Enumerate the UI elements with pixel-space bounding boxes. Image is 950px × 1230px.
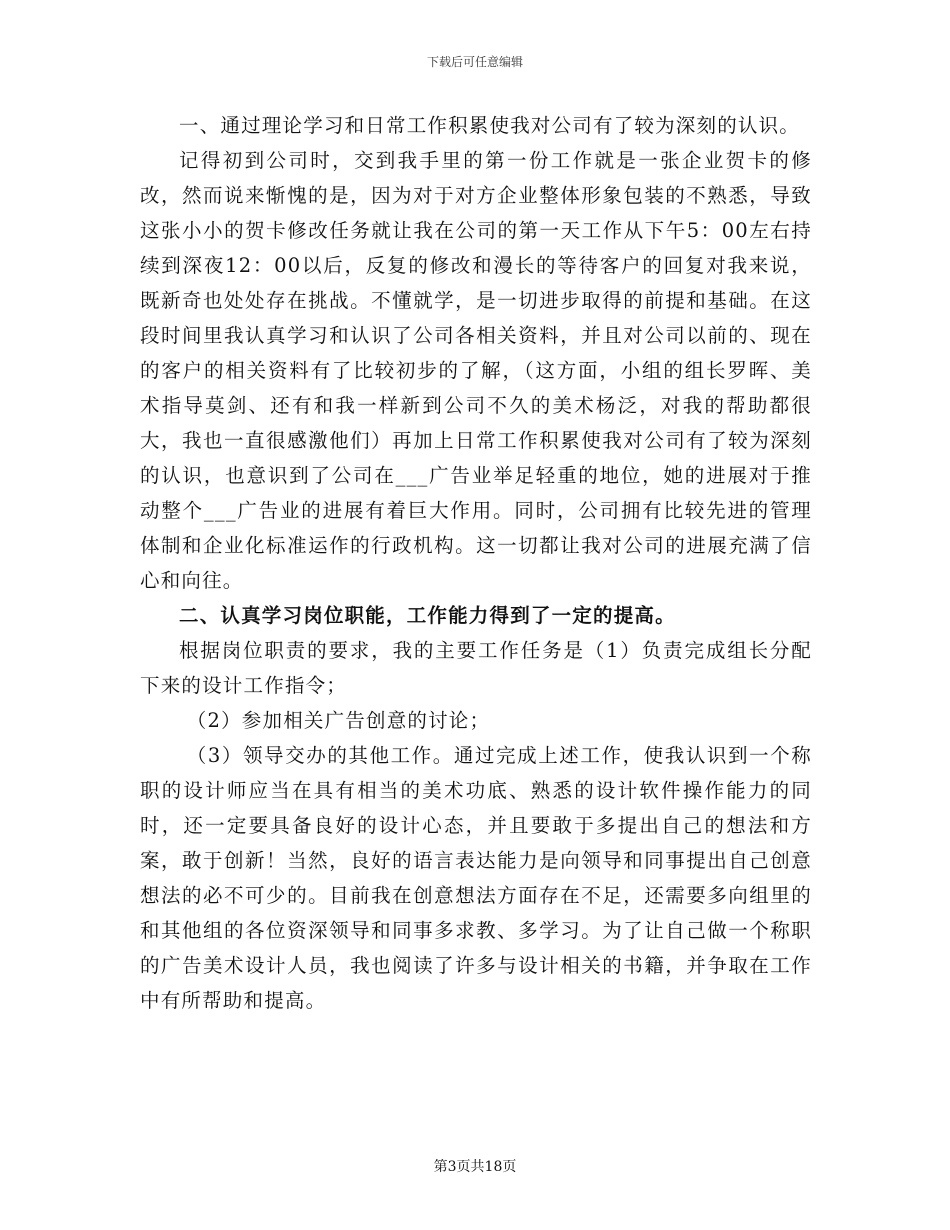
page-header: 下载后可任意编辑 (426, 55, 523, 69)
paragraph-duties: 根据岗位职责的要求，我的主要工作任务是（1）负责完成组长分配下来的设计工作指令； (140, 639, 812, 697)
section-heading-2: 二、认真学习岗位职能，工作能力得到了一定的提高。 (179, 604, 676, 627)
paragraph-first-day: 记得初到公司时，交到我手里的第一份工作就是一张企业贺卡的修改，然而说来惭愧的是，因为对于对方企业整体形象包装的不熟悉，导致这张小小的贺卡修改任务就让我在公司的第一天工作从下午5：00左右持续到深夜12：00以后，反复的修改和漫长的等待客户的回复对我来说，既新奇也处处存在挑战。不懂就学，是一切进步取得的前提和基础。在这段时间里我认真学习和认识了公司各相关资料，并且对公司以前的、现在的客户的相关资料有了比较初步的了解，（这方面，小组的组长罗晖、美术指导莫剑、还有和我一样新到公司不久的美术杨泛，对我的帮助都很大，我也一直很感激他们）再加上日常工作积累使我对公司有了较为深刻的认识，也意识到了公司在___广告业举足轻重的地位，她的进展对于推动整个___广告业的进展有着巨大作用。同时，公司拥有比较先进的管理体制和企业化标准运作的行政机构。这一切都让我对公司的进展充满了信心和向往。 (140, 149, 812, 592)
section-heading-1: 一、通过理论学习和日常工作积累使我对公司有了较为深刻的认识。 (179, 114, 801, 137)
document-body (140, 108, 812, 1018)
duty-item-2: （2）参加相关广告创意的讨论； (186, 709, 491, 732)
page-number: 第3页共18页 (433, 1159, 517, 1175)
duty-item-3: （3）领导交办的其他工作。通过完成上述工作，使我认识到一个称职的设计师应当在具有相当的美术功底、熟悉的设计软件操作能力的同时，还一定要具备良好的设计心态，并且要敢于多提出自己的想法和方案，敢于创新！当然，良好的语言表达能力是向领导和同事提出自己创意想法的必不可少的。目前我在创意想法方面存在不足，还需要多向组里的和其他组的各位资深领导和同事多求教、多学习。为了让自己做一个称职的广告美术设计人员，我也阅读了许多与设计相关的书籍，并争取在工作中有所帮助和提高。 (140, 744, 812, 1012)
